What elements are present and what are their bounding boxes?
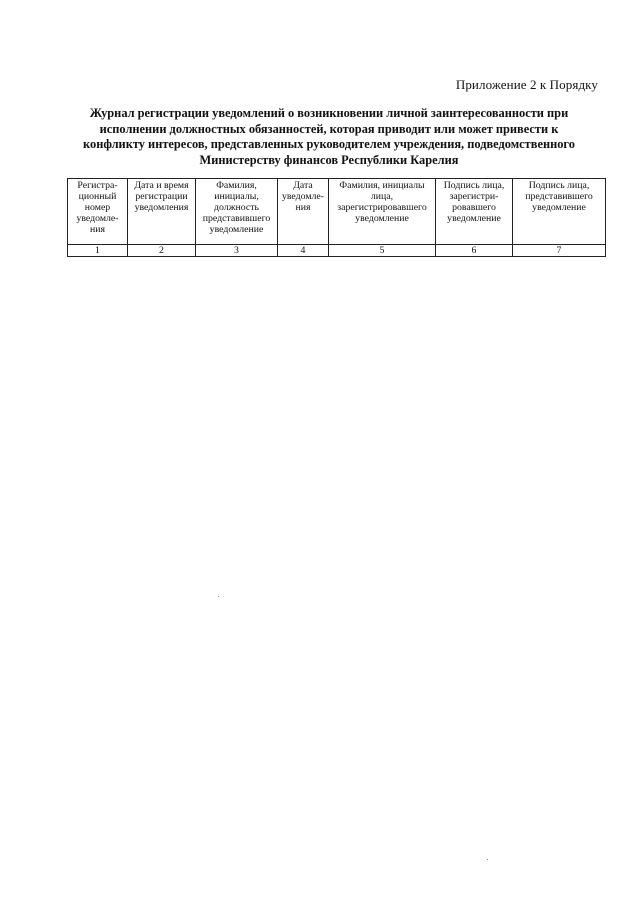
header-registration-number: Регистра- ционный номер уведомле- ния	[68, 179, 128, 245]
column-number: 1	[68, 245, 128, 257]
column-number: 2	[128, 245, 196, 257]
header-registrar-name: Фамилия, инициалы лица, зарегистрировавшего уведомление	[329, 179, 436, 245]
journal-title	[60, 106, 598, 168]
scan-speck	[218, 596, 219, 597]
header-submitter-signature: Подпись лица, представившего уведомление	[513, 179, 606, 245]
scan-speck	[487, 859, 488, 860]
column-number: 7	[513, 245, 606, 257]
column-number: 3	[196, 245, 278, 257]
header-registrar-signature: Подпись лица, зарегистри- ровавшего уведомление	[436, 179, 513, 245]
column-number-row	[68, 245, 606, 257]
column-number: 4	[278, 245, 329, 257]
title-line: конфликту интересов, представленных руководителем учреждения, подведомственного	[83, 137, 575, 151]
column-number: 6	[436, 245, 513, 257]
title-line: исполнении должностных обязанностей, которая приводит или может привести к	[99, 121, 559, 136]
header-registration-datetime: Дата и время регистрации уведомления	[128, 179, 196, 245]
column-number: 5	[329, 245, 436, 257]
table-header-row	[68, 179, 606, 245]
appendix-label: Приложение 2 к Порядку	[455, 77, 598, 92]
registration-journal-table	[67, 178, 606, 257]
title-line: Министерству финансов Республики Карелия	[199, 152, 459, 167]
header-submitter-name-position: Фамилия, инициалы, должность представившего уведомление	[196, 179, 278, 245]
title-line: Журнал регистрации уведомлений о возникновении личной заинтересованности при	[89, 106, 569, 120]
header-notification-date: Дата уведомле- ния	[278, 179, 329, 245]
